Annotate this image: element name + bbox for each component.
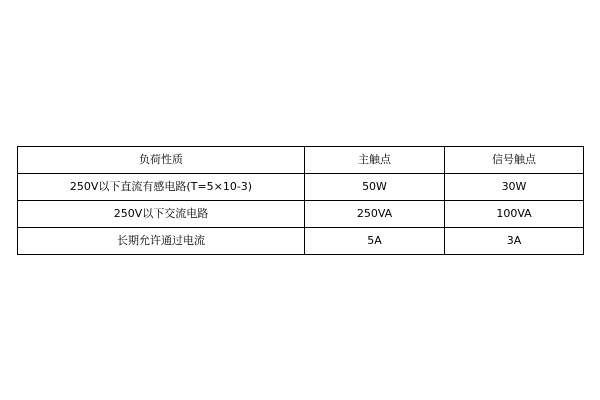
table-cell-load-type: 长期允许通过电流 xyxy=(18,228,305,255)
contact-capacity-table xyxy=(17,146,584,255)
table-cell-signal-contact: 100VA xyxy=(445,201,584,228)
table-header-cell-load-type: 负荷性质 xyxy=(18,147,305,174)
table-cell-main-contact: 5A xyxy=(305,228,445,255)
table-cell-signal-contact: 3A xyxy=(445,228,584,255)
table-header-cell-signal-contact: 信号触点 xyxy=(445,147,584,174)
table-row xyxy=(18,228,584,255)
table-row xyxy=(18,174,584,201)
table-cell-signal-contact: 30W xyxy=(445,174,584,201)
table-cell-main-contact: 50W xyxy=(305,174,445,201)
table-cell-load-type: 250V以下交流电路 xyxy=(18,201,305,228)
table-cell-load-type: 250V以下直流有感电路(T=5×10-3) xyxy=(18,174,305,201)
table-row xyxy=(18,201,584,228)
table-cell-main-contact: 250VA xyxy=(305,201,445,228)
table-header-cell-main-contact: 主触点 xyxy=(305,147,445,174)
table-header-row xyxy=(18,147,584,174)
